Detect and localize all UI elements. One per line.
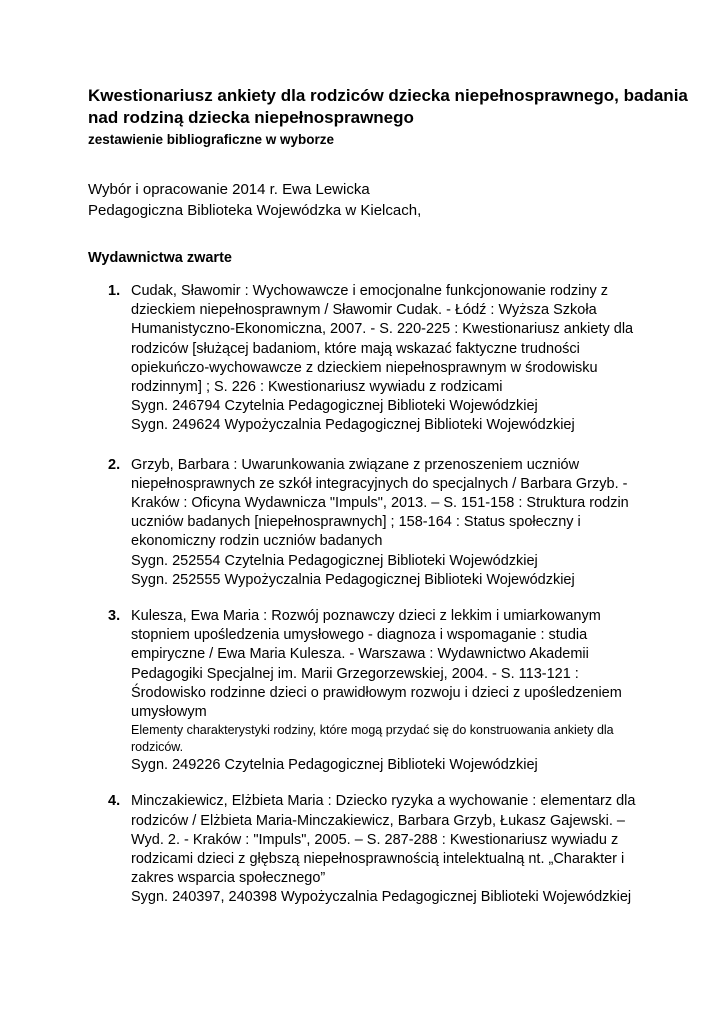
bibliography-list xyxy=(88,282,648,908)
entry-number: 3. xyxy=(108,608,121,625)
entry-description: Kulesza, Ewa Maria : Rozwój poznawczy dzieci z lekkim i umiarkowanym stopniem upośledzenia umysłowego - diagnoza i wspomaganie : studia empiryczne / Ewa Maria Kulesza. - Warszawa : Wydawnictwo Akademii Pedagogiki Specjalnej im. Marii Grzegorzewskiej, 2004. - S. 113-121 : Środowisko rodzinne dzieci o prawidłowym rozwoju i dzieci z upośledzeniem umysłowym xyxy=(131,608,622,721)
entry-signature: Sygn. 249624 Wypożyczalnia Pedagogicznej Biblioteki Wojewódzkiej xyxy=(131,417,575,434)
entry-note: Elementy charakterystyki rodziny, które mogą przydać się do konstruowania ankiety dla rodziców. xyxy=(131,723,614,755)
entry-signature: Sygn. 240397, 240398 Wypożyczalnia Pedagogicznej Biblioteki Wojewódzkiej xyxy=(131,889,632,906)
entry-signature: Sygn. 249226 Czytelnia Pedagogicznej Biblioteki Wojewódzkiej xyxy=(131,757,538,774)
bibliography-entry xyxy=(88,792,648,907)
entry-signature: Sygn. 252554 Czytelnia Pedagogicznej Biblioteki Wojewódzkiej xyxy=(131,552,538,569)
institution: Pedagogiczna Biblioteka Wojewódzka w Kielcach, xyxy=(88,202,422,219)
entry-signature: Sygn. 252555 Wypożyczalnia Pedagogicznej Biblioteki Wojewódzkiej xyxy=(131,571,575,588)
bibliography-entry xyxy=(88,456,648,590)
entry-number: 2. xyxy=(108,456,121,473)
compiled-by: Wybór i opracowanie 2014 r. Ewa Lewicka xyxy=(88,181,370,198)
document-subtitle: zestawienie bibliograficzne w wyborze xyxy=(88,132,335,147)
bibliography-entry xyxy=(88,607,648,775)
bibliography-entry xyxy=(88,282,648,436)
compilation-info xyxy=(88,179,421,221)
document-title: Kwestionariusz ankiety dla rodziców dziecka niepełnosprawnego, badania nad rodziną dziecka niepełnosprawnego xyxy=(88,86,688,127)
section-title: Wydawnictwa zwarte xyxy=(88,250,232,266)
entry-description: Cudak, Sławomir : Wychowawcze i emocjonalne funkcjonowanie rodziny z dzieckiem niepełnosprawnym / Sławomir Cudak. - Łódź : Wyższa Szkoła Humanistyczno-Ekonomiczna, 2007. - S. 220-225 : Kwestionariusz ankiety dla rodziców [służącej badaniom, które mają wskazać faktyczne trudności opiekuńczo-wychowawcze z dzieckiem niepełnosprawnym w środowisku rodzinnym] ; S. 226 : Kwestionariusz wywiadu z rodzicami xyxy=(131,283,634,396)
entry-description: Minczakiewicz, Elżbieta Maria : Dziecko ryzyka a wychowanie : elementarz dla rodziców / Elżbieta Maria-Minczakiewicz, Barbara Grzyb, Łukasz Gajewski. – Wyd. 2. - Kraków : "Impuls", 2005. – S. 287-288 : Kwestionariusz wywiadu z rodzicami dzieci z głębszą niepełnosprawnością intelektualną nt. „Charakter i zakres wsparcia społecznego” xyxy=(131,793,636,887)
entry-signature: Sygn. 246794 Czytelnia Pedagogicznej Biblioteki Wojewódzkiej xyxy=(131,398,538,415)
entry-description: Grzyb, Barbara : Uwarunkowania związane z przenoszeniem uczniów niepełnosprawnych ze szkół integracyjnych do specjalnych / Barbara Grzyb. - Kraków : Oficyna Wydawnicza "Impuls", 2013. – S. 151-158 : Struktura rodzin uczniów badanych [niepełnosprawnych] ; 158-164 : Status społeczny i ekonomiczny rodzin uczniów badanych xyxy=(131,456,629,550)
entry-number: 1. xyxy=(108,283,121,299)
entry-number: 4. xyxy=(108,793,121,810)
